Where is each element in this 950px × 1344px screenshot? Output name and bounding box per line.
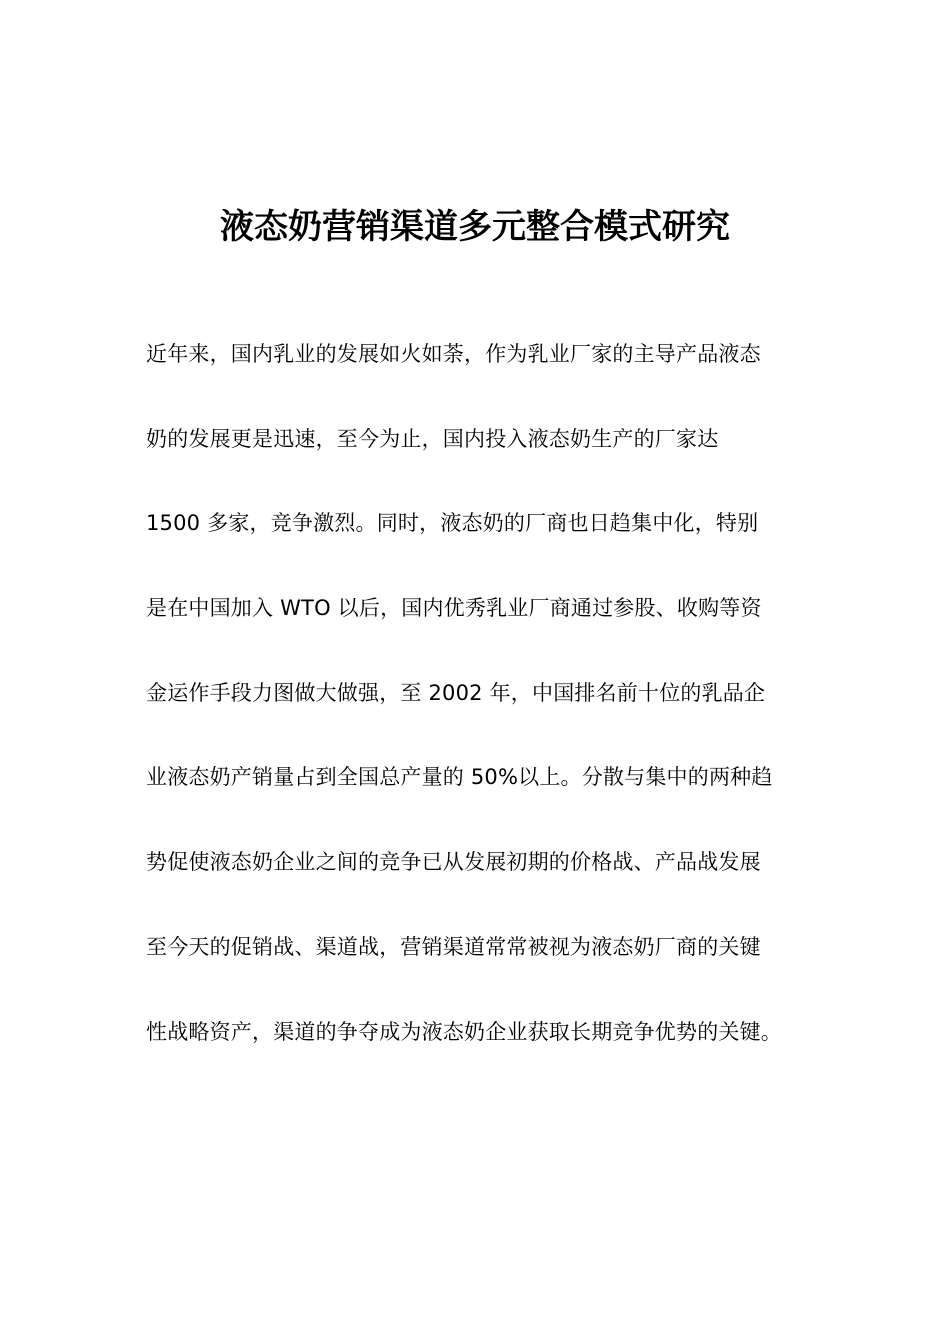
body-line: 1500 多家，竞争激烈。同时，液态奶的厂商也日趋集中化，特别 (146, 511, 759, 536)
body-line: 业液态奶产销量占到全国总产量的 50%以上。分散与集中的两种趋 (146, 765, 773, 790)
body-line: 近年来，国内乳业的发展如火如荼，作为乳业厂家的主导产品液态 (146, 342, 761, 366)
body-line: 是在中国加入 WTO 以后，国内优秀乳业厂商通过参股、收购等资 (146, 596, 762, 621)
body-line: 金运作手段力图做大做强，至 2002 年，中国排名前十位的乳品企 (146, 680, 766, 705)
document-body (146, 334, 826, 1096)
body-line: 奶的发展更是迅速，至今为止，国内投入液态奶生产的厂家达 (146, 426, 719, 451)
document-title: 液态奶营销渠道多元整合模式研究 (220, 207, 730, 247)
body-line: 势促使液态奶企业之间的竞争已从发展初期的价格战、产品战发展 (146, 850, 761, 875)
body-line: 性战略资产，渠道的争夺成为液态奶企业获取长期竞争优势的关键。 (146, 1019, 782, 1044)
body-line: 至今天的促销战、渠道战，营销渠道常常被视为液态奶厂商的关键 (146, 934, 761, 959)
